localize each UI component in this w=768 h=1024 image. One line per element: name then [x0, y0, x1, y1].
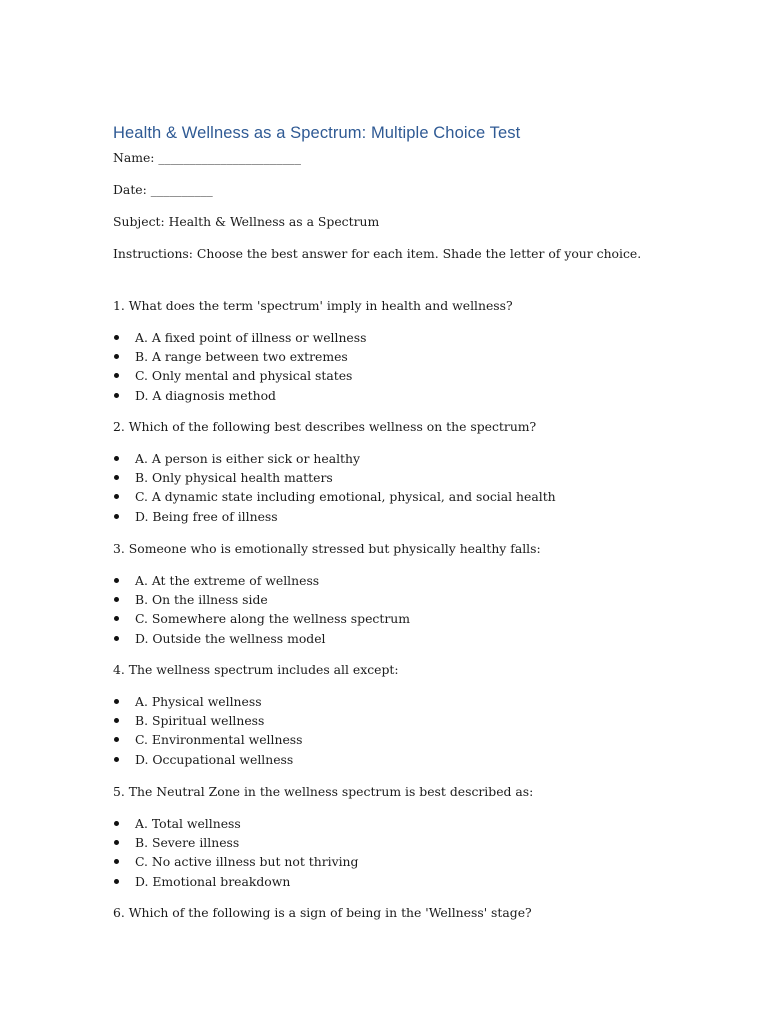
bullet-dot-icon [114, 456, 119, 461]
bullet-dot-icon [114, 597, 119, 602]
option-label: C. Only mental and physical states [135, 368, 353, 384]
option-label: D. A diagnosis method [135, 387, 276, 403]
question-4: 4. The wellness spectrum includes all except: [113, 662, 399, 677]
option-item [113, 451, 556, 470]
option-item [113, 592, 410, 611]
option-item [113, 470, 556, 489]
bullet-dot-icon [114, 354, 119, 359]
question-3: 3. Someone who is emotionally stressed but physically healthy falls: [113, 541, 541, 556]
option-label: D. Outside the wellness model [135, 630, 326, 646]
option-item [113, 694, 303, 713]
option-item [113, 732, 303, 751]
question-2: 2. Which of the following best describes wellness on the spectrum? [113, 419, 537, 434]
option-label: A. Total wellness [135, 816, 241, 831]
option-item [113, 489, 556, 508]
question-2-options [113, 451, 556, 528]
option-item [113, 573, 410, 592]
option-label: B. Severe illness [135, 835, 240, 851]
option-label: A. At the extreme of wellness [135, 573, 320, 588]
question-1: 1. What does the term 'spectrum' imply in health and wellness? [113, 298, 513, 313]
option-label: A. Physical wellness [135, 694, 262, 709]
bullet-dot-icon [114, 757, 119, 762]
option-item [113, 874, 358, 893]
instructions-line: Instructions: Choose the best answer for each item. Shade the letter of your choice. [113, 246, 642, 261]
option-label: C. Somewhere along the wellness spectrum [135, 611, 410, 627]
bullet-dot-icon [114, 879, 119, 884]
bullet-dot-icon [114, 475, 119, 480]
question-5-options [113, 816, 358, 893]
bullet-dot-icon [114, 699, 119, 704]
document-title: Health & Wellness as a Spectrum: Multiple Choice Test [113, 124, 521, 142]
bullet-dot-icon [114, 859, 119, 864]
question-4-options [113, 694, 303, 771]
bullet-dot-icon [114, 636, 119, 641]
option-label: D. Occupational wellness [135, 751, 294, 767]
option-label: D. Being free of illness [135, 508, 278, 524]
option-item [113, 368, 366, 387]
bullet-dot-icon [114, 737, 119, 742]
option-item [113, 854, 358, 873]
option-label: D. Emotional breakdown [135, 873, 291, 889]
question-5: 5. The Neutral Zone in the wellness spectrum is best described as: [113, 784, 534, 799]
bullet-dot-icon [114, 718, 119, 723]
option-label: C. A dynamic state including emotional, physical, and social health [135, 489, 556, 505]
name-line: Name: _______________________ [113, 150, 301, 165]
option-label: B. Only physical health matters [135, 470, 333, 486]
option-label: C. Environmental wellness [135, 732, 303, 748]
option-item [113, 509, 556, 528]
bullet-dot-icon [114, 821, 119, 826]
option-label: B. A range between two extremes [135, 349, 348, 365]
option-item [113, 835, 358, 854]
bullet-dot-icon [114, 514, 119, 519]
bullet-dot-icon [114, 494, 119, 499]
question-3-options [113, 573, 410, 650]
bullet-dot-icon [114, 373, 119, 378]
question-1-options [113, 330, 366, 407]
option-item [113, 752, 303, 771]
bullet-dot-icon [114, 335, 119, 340]
question-6: 6. Which of the following is a sign of being in the 'Wellness' stage? [113, 905, 532, 920]
option-item [113, 349, 366, 368]
bullet-dot-icon [114, 616, 119, 621]
option-label: B. Spiritual wellness [135, 713, 265, 729]
option-label: A. A person is either sick or healthy [135, 451, 360, 466]
option-item [113, 330, 366, 349]
option-item [113, 388, 366, 407]
bullet-dot-icon [114, 578, 119, 583]
option-item [113, 631, 410, 650]
option-label: A. A fixed point of illness or wellness [135, 330, 367, 345]
bullet-dot-icon [114, 393, 119, 398]
subject-line: Subject: Health & Wellness as a Spectrum [113, 214, 380, 229]
option-label: C. No active illness but not thriving [135, 854, 359, 870]
option-item [113, 611, 410, 630]
date-line: Date: __________ [113, 182, 213, 197]
option-item [113, 816, 358, 835]
option-item [113, 713, 303, 732]
option-label: B. On the illness side [135, 592, 268, 608]
bullet-dot-icon [114, 840, 119, 845]
